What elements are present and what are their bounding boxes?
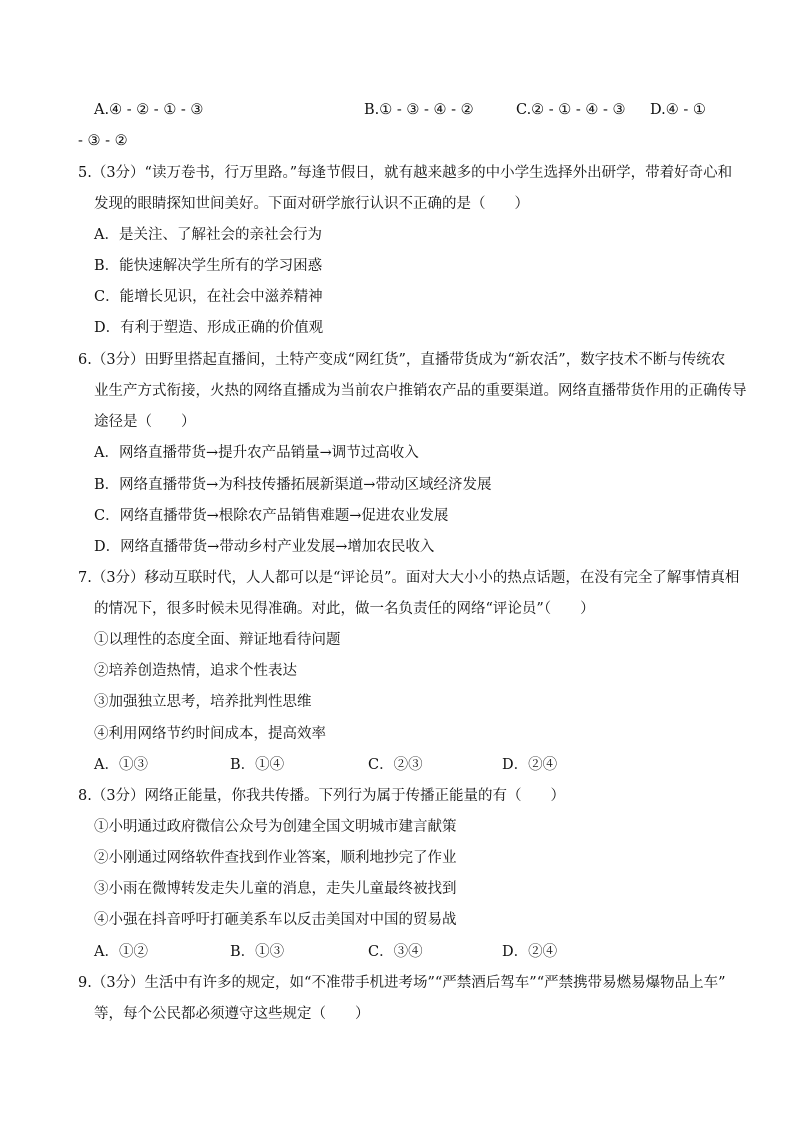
q7-choice-a: A．①③ [94, 757, 148, 773]
q8-choice-b: B．①③ [230, 944, 285, 960]
q5-option-d: D．有利于塑造、形成正确的价值观 [94, 320, 324, 336]
q9-stem-line1: 9.（3分）生活中有许多的规定，如“不准带手机进考场”“严禁酒后驾车”“严禁携带易燃易爆物品上车” [78, 975, 726, 991]
q5-option-a: A．是关注、了解社会的亲社会行为 [94, 227, 322, 243]
q4-option-d: D.④ - ① [650, 102, 706, 118]
q4-option-d-continued: - ③ - ② [78, 133, 128, 149]
q6-stem-line1: 6.（3分）田野里搭起直播间，土特产变成“网红货”，直播带货成为“新农活”，数字技术不断与传统农 [78, 352, 726, 368]
q6-stem-line3: 途径是（ ） [94, 414, 196, 430]
q8-item-1: ①小明通过政府微信公众号为创建全国文明城市建言献策 [94, 819, 457, 835]
q7-item-3: ③加强独立思考，培养批判性思维 [94, 694, 312, 710]
q7-item-1: ①以理性的态度全面、辩证地看待问题 [94, 632, 341, 648]
q6-option-c: C．网络直播带货→根除农产品销售难题→促进农业发展 [94, 508, 449, 524]
q5-stem-line2: 发现的眼睛探知世间美好。下面对研学旅行认识不正确的是（ ） [94, 196, 529, 212]
q7-choice-d: D．②④ [502, 757, 558, 773]
q7-stem-line1: 7.（3分）移动互联时代，人人都可以是“评论员”。面对大大小小的热点话题，在没有完全了解事情真相 [78, 570, 740, 586]
q8-item-3: ③小雨在微博转发走失儿童的消息，走失儿童最终被找到 [94, 881, 457, 897]
q7-item-4: ④利用网络节约时间成本，提高效率 [94, 726, 326, 742]
q8-item-4: ④小强在抖音呼吁打砸美系车以反击美国对中国的贸易战 [94, 912, 457, 928]
q7-choice-b: B．①④ [230, 757, 285, 773]
q5-option-c: C．能增长见识，在社会中滋养精神 [94, 289, 323, 305]
q4-option-a: A.④ - ② - ① - ③ [94, 102, 204, 118]
q6-option-a: A．网络直播带货→提升农产品销量→调节过高收入 [94, 445, 419, 461]
q9-stem-line2: 等，每个公民都必须遵守这些规定（ ） [94, 1006, 370, 1022]
q8-choice-d: D．②④ [502, 944, 558, 960]
q6-stem-line2: 业生产方式衔接，火热的网络直播成为当前农户推销农产品的重要渠道。网络直播带货作用的正确传导 [94, 383, 747, 399]
q8-choice-a: A．①② [94, 944, 148, 960]
q6-option-b: B．网络直播带货→为科技传播拓展新渠道→带动区域经济发展 [94, 477, 492, 493]
q5-stem-line1: 5.（3分）“读万卷书，行万里路。”每逢节假日，就有越来越多的中小学生选择外出研学，带着好奇心和 [78, 165, 733, 181]
q8-choice-c: C．③④ [368, 944, 423, 960]
q7-stem-line2: 的情况下，很多时候未见得准确。对此，做一名负责任的网络“评论员”（ ） [94, 601, 595, 617]
q4-option-b: B.① - ③ - ④ - ② [364, 102, 474, 118]
q8-stem-line1: 8.（3分）网络正能量，你我共传播。下列行为属于传播正能量的有（ ） [78, 788, 566, 804]
q5-option-b: B．能快速解决学生所有的学习困惑 [94, 258, 323, 274]
q7-item-2: ②培养创造热情，追求个性表达 [94, 663, 297, 679]
q4-option-c: C.② - ① - ④ - ③ [516, 102, 626, 118]
q6-option-d: D．网络直播带货→带动乡村产业发展→增加农民收入 [94, 539, 435, 555]
q7-choice-c: C．②③ [368, 757, 423, 773]
q8-item-2: ②小刚通过网络软件查找到作业答案，顺利地抄完了作业 [94, 850, 457, 866]
